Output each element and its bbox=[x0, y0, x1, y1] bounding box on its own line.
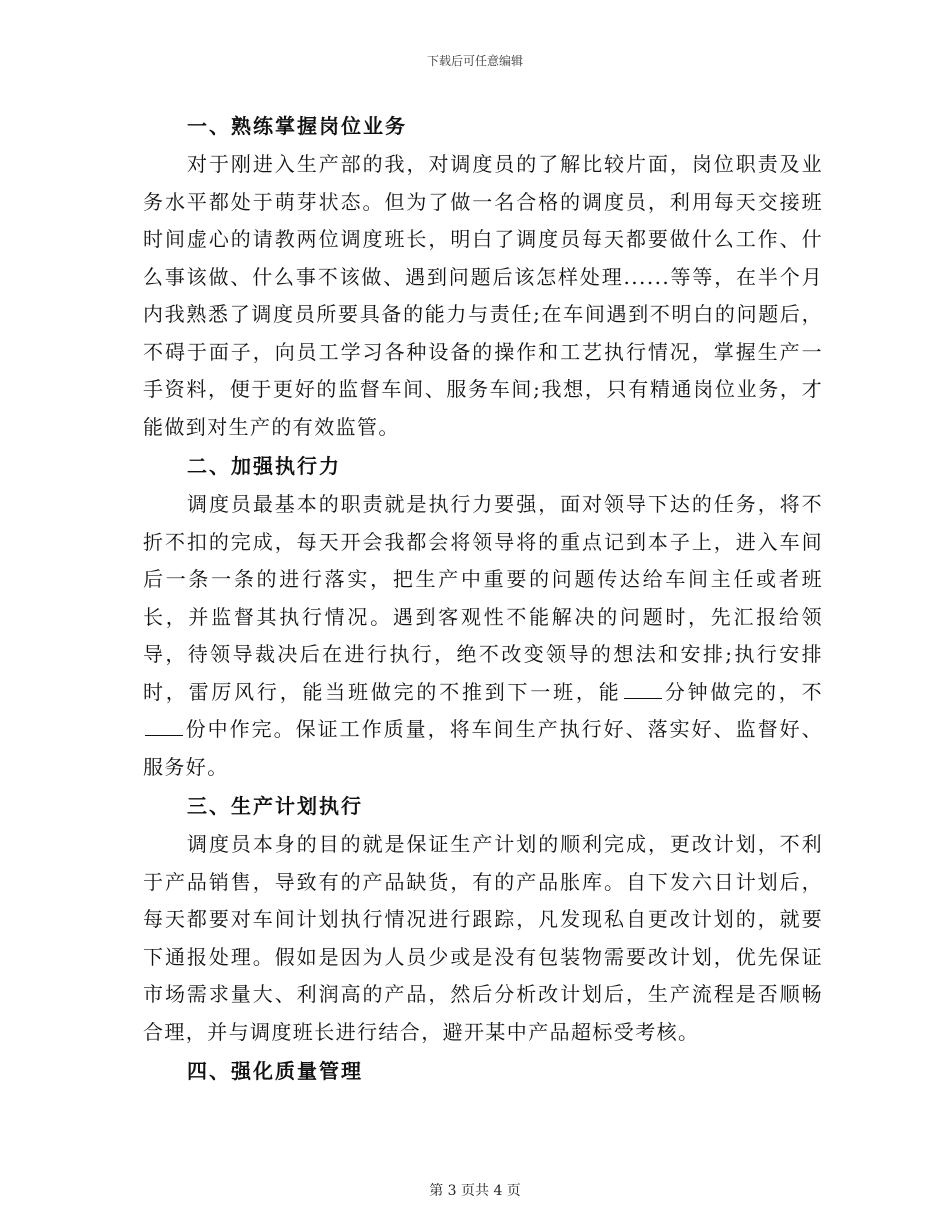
section-heading-1: 一、熟练掌握岗位业务 bbox=[187, 114, 407, 138]
section-paragraph-1: 对于刚进入生产部的我，对调度员的了解比较片面，岗位职责及业务水平都处于萌芽状态。但为了做一名合格的调度员，利用每天交接班时间虚心的请教两位调度班长，明白了调度员每天都要做什么工作、什么事该做、什么事不该做、遇到问题后该怎样处理......等等，在半个月内我熟悉了调度员所要具备的能力与责任;在车间遇到不明白的问题后，不碍于面子，向员工学习各种设备的操作和工艺执行情况，掌握生产一手资料，便于更好的监督车间、服务车间;我想，只有精通岗位业务，才能做到对生产的有效监管。 bbox=[143, 152, 823, 439]
section-paragraph-2 bbox=[143, 486, 823, 786]
paragraph-text-part-a: 调度员最基本的职责就是执行力要强，面对领导下达的任务，将不折不扣的完成，每天开会我都会将领导将的重点记到本子上，进入车间后一条一条的进行落实，把生产中重要的问题传达给车间主任或者班长，并监督其执行情况。遇到客观性不能解决的问题时，先汇报给领导，待领导裁决后在进行执行，绝不改变领导的想法和安排;执行安排时，雷厉风行，能当班做完的不推到下一班，能 bbox=[143, 492, 823, 704]
paragraph-text-part-c: 份中作完。保证工作质量，将车间生产执行好、落实好、监督好、服务好。 bbox=[143, 717, 823, 779]
section-paragraph-3: 调度员本身的目的就是保证生产计划的顺利完成，更改计划，不利于产品销售，导致有的产品缺货，有的产品胀库。自下发六日计划后，每天都要对车间计划执行情况进行跟踪，凡发现私自更改计划的，就要下通报处理。假如是因为人员少或是没有包装物需要改计划，优先保证市场需求量大、利润高的产品，然后分析改计划后，生产流程是否顺畅合理，并与调度班长进行结合，避开某中产品超标受考核。 bbox=[143, 832, 823, 1044]
section-heading-2: 二、加强执行力 bbox=[187, 454, 341, 478]
paragraph-text-part-b: 分钟做完的，不 bbox=[663, 679, 823, 704]
page-header: 下载后可任意编辑 bbox=[426, 54, 523, 68]
page-footer: 第 3 页共 4 页 bbox=[429, 1183, 521, 1199]
section-heading-3: 三、生产计划执行 bbox=[187, 794, 363, 818]
document-body bbox=[143, 106, 823, 1091]
blank-fill-line bbox=[624, 680, 662, 699]
blank-fill-line bbox=[145, 717, 183, 736]
section-heading-4: 四、强化质量管理 bbox=[187, 1059, 363, 1083]
